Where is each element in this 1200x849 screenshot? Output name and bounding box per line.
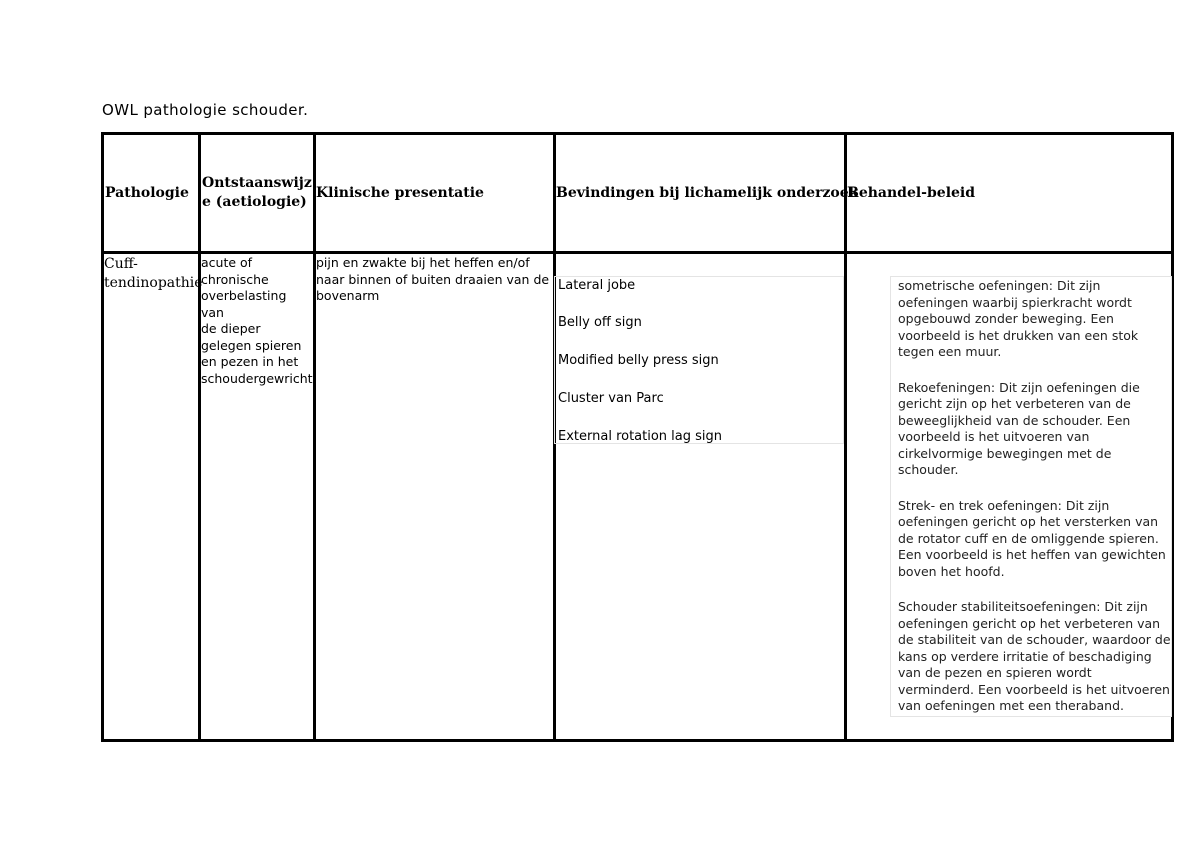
klinisch-line: bovenarm [316, 288, 380, 303]
header-klinische-presentatie: Klinische presentatie [316, 185, 484, 201]
treatment-paragraph-stretching: Rekoefeningen: Dit zijn oefeningen die gericht zijn op het verbeteren van de beweeglijkheid van de schouder. Een voorbeeld is het uitvoeren van cirkelvormige bewegingen met de schouder. [898, 379, 1140, 477]
etiologie-line: en pezen in het [201, 354, 299, 369]
document-title: OWL pathologie schouder. [102, 101, 309, 119]
cell-pathologie [104, 255, 203, 293]
header-ontstaanswijze-line2: e (aetiologie) [202, 194, 307, 210]
finding-item: Cluster van Parc [558, 391, 664, 406]
header-row-border [101, 251, 1174, 254]
pathologie-line1: Cuff- [104, 256, 138, 272]
etiologie-line: acute of [201, 255, 253, 270]
finding-item: External rotation lag sign [558, 429, 723, 444]
klinisch-line: naar binnen of buiten draaien van de [316, 271, 550, 287]
klinisch-line: pijn en zwakte bij het heffen en/of [316, 255, 530, 270]
column-divider [313, 132, 316, 742]
table-border-top [101, 132, 1174, 135]
etiologie-line: chronische [201, 271, 269, 287]
pathology-table [101, 132, 1174, 742]
etiologie-line: gelegen spieren [201, 337, 302, 353]
header-behandel-beleid: Behandel-beleid [847, 185, 976, 201]
treatment-paragraph-isometric: sometrische oefeningen: Dit zijn oefeningen waarbij spierkracht wordt opgebouwd zonder beweging. Een voorbeeld is het drukken van een stok tegen een muur. [898, 278, 1139, 359]
findings-textbox [554, 276, 844, 444]
finding-item: Belly off sign [558, 315, 642, 330]
etiologie-line: de dieper [201, 321, 261, 336]
finding-item: Lateral jobe [558, 278, 636, 293]
treatment-paragraph-strengthening: Strek- en trek oefeningen: Dit zijn oefeningen gericht op het versterken van de rotator cuff en de omliggende spieren. Een voorbeeld is het heffen van gewichten boven het hoofd. [898, 497, 1166, 579]
table-border-bottom [101, 739, 1174, 742]
cell-etiologie [201, 255, 313, 387]
finding-item: Modified belly press sign [558, 353, 719, 368]
header-pathologie: Pathologie [105, 185, 189, 201]
treatment-paragraph-stability: Schouder stabiliteitsoefeningen: Dit zijn oefeningen gericht op het verbeteren van de stabiliteit van de schouder, waardoor de kans op verdere irritatie of beschadiging van de pezen en spieren wordt verminderd. Een voorbeeld is het uitvoeren van oefeningen met een theraband. [898, 599, 1171, 713]
table-border-left [101, 132, 104, 742]
column-divider [844, 132, 847, 742]
treatment-textbox [890, 276, 1172, 717]
pathologie-line2: tendinopathie [104, 275, 203, 291]
header-bevindingen: Bevindingen bij lichamelijk onderzoek [556, 185, 859, 201]
cell-klinische-presentatie [316, 255, 552, 305]
header-ontstaanswijze [202, 174, 312, 212]
header-ontstaanswijze-line1: Ontstaanswijz [202, 175, 312, 191]
etiologie-line: overbelasting van [201, 288, 287, 320]
column-divider [198, 132, 201, 742]
etiologie-line: schoudergewricht [201, 370, 313, 386]
